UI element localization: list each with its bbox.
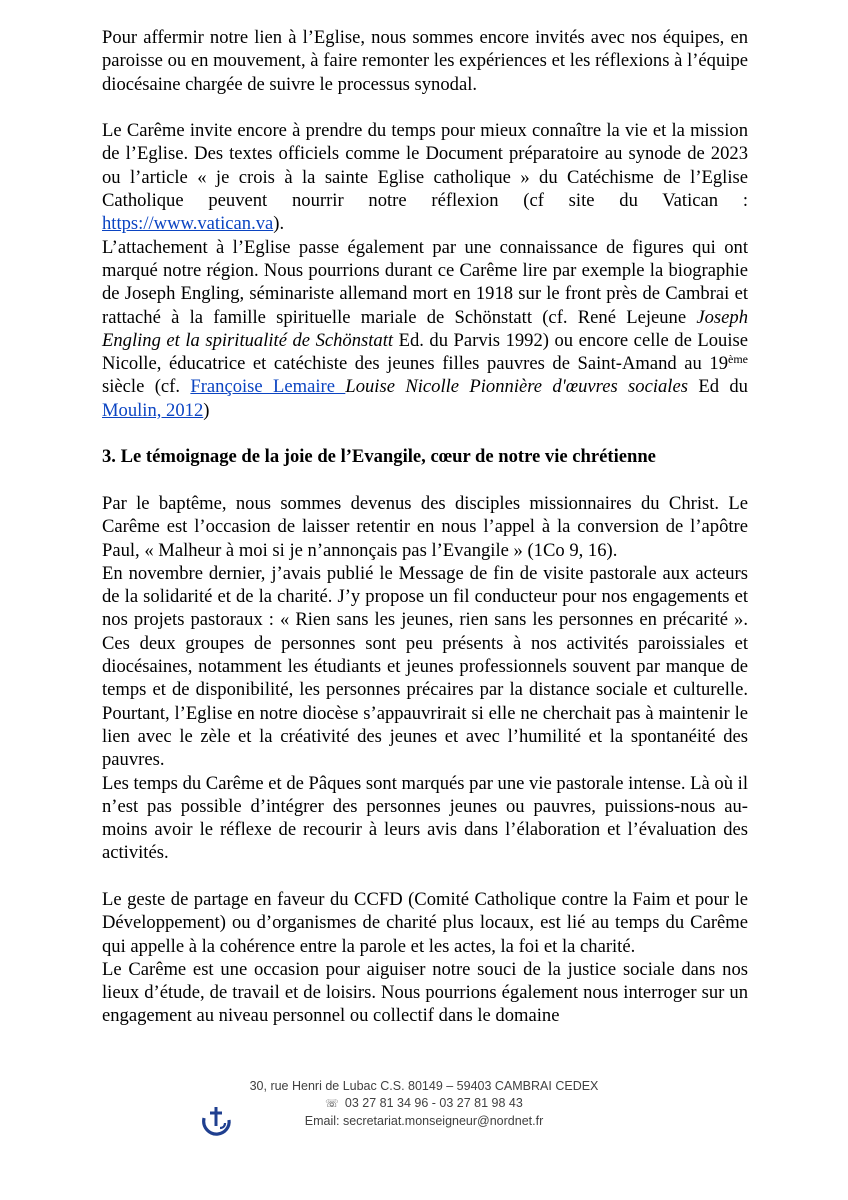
paragraph-text: Ed. du Parvis 1992) ou encore celle de Louise Nicolle, éducatrice et catéchiste des jeunes filles pauvres de Saint-Amand au 19 — [102, 329, 748, 375]
paragraph-end: ) — [203, 399, 210, 421]
vatican-link[interactable]: https://www.vatican.va — [102, 213, 274, 235]
footer-address: 30, rue Henri de Lubac C.S. 80149 – 59403 CAMBRAI CEDEX — [249, 1079, 599, 1093]
paragraph-text: siècle (cf. — [102, 376, 191, 398]
telephone-icon: ☏ — [325, 1098, 339, 1110]
paragraph-ccfd: Le geste de partage en faveur du CCFD (Comité Catholique contre la Faim et pour le Développement) ou d’organismes de charité plus locaux, est lié au temps du Carême qui appelle à la cohérence entre la parole et les actes, la foi et la charité. — [102, 888, 748, 957]
paragraph-text: Ed du — [687, 376, 748, 398]
footer-email: Email: secretariat.monseigneur@nordnet.fr — [304, 1114, 544, 1128]
paragraph-temps-paques: Les temps du Carême et de Pâques sont marqués par une vie pastorale intense. Là où il n’est pas possible d’intégrer des personnes jeunes ou pauvres, puissions-nous au-moins avoir le réflexe de recourir à leurs avis dans l’élaboration et l’évaluation des activités. — [102, 772, 748, 864]
book-title: Joseph Engling et la spiritualité de Schönstatt — [102, 306, 748, 351]
publisher-link[interactable]: Moulin, 2012 — [102, 399, 204, 421]
paragraph-text: Le Carême invite encore à prendre du temps pour mieux connaître la vie et la mission de l’Eglise. Des textes officiels comme le Document préparatoire au synode de 2023 ou l’article « je crois à la sainte Eglise catholique » du Catéchisme de l’Eglise Catholique peuvent nourrir notre réflexion (cf site du Vatican : — [102, 120, 748, 212]
paragraph-synodal: Pour affermir notre lien à l’Eglise, nous sommes encore invités avec nos équipes, en paroisse ou en mouvement, à faire remonter les expériences et les réflexions à l’équipe diocésaine chargée de suivre le processus synodal. — [102, 27, 748, 95]
paragraph-justice-sociale: Le Carême est une occasion pour aiguiser notre souci de la justice sociale dans nos lieux d’étude, de travail et de loisirs. Nous pourrions également nous interroger sur un engagement au niveau personnel ou collectif dans le domaine — [102, 958, 748, 1027]
paragraph-figures-region — [102, 236, 748, 422]
paragraph-careme-mission — [102, 119, 748, 235]
author-link[interactable]: Françoise Lemaire — [190, 376, 346, 398]
book-title: Louise Nicolle Pionnière d'œuvres sociales — [345, 376, 688, 398]
page-footer — [0, 1078, 848, 1130]
superscript: ème — [728, 352, 748, 367]
diocese-logo-icon — [200, 1104, 232, 1138]
paragraph-end: ). — [273, 213, 285, 235]
paragraph-bapteme: Par le baptême, nous sommes devenus des disciples missionnaires du Christ. Le Carême est l’occasion de laisser retentir en nous l’appel à la conversion de l’apôtre Paul, « Malheur à moi si je n’annonçais pas l’Evangile » (1Co 9, 16). — [102, 492, 748, 561]
paragraph-message-visite: En novembre dernier, j’avais publié le Message de fin de visite pastorale aux acteurs de la solidarité et de la charité. J’y propose un fil conducteur pour nos engagements et nos projets pastoraux : « Rien sans les jeunes, rien sans les personnes en précarité ». Ces deux groupes de personnes sont peu présents à nos activités paroissiales et diocésaines, notamment les étudiants et jeunes professionnels souvent par manque de temps et de disponibilité, les personnes précaires par la distance sociale et culturelle. Pourtant, l’Eglise en notre diocèse s’appauvrirait si elle ne cherchait pas à maintenir le lien avec le zèle et la créativité des jeunes et avec l’humilité et la spontanéité des pauvres. — [102, 562, 748, 771]
section-heading: 3. Le témoignage de la joie de l’Evangile, cœur de notre vie chrétienne — [102, 446, 656, 468]
document-page — [102, 26, 748, 1028]
footer-phone-line — [0, 1095, 848, 1113]
footer-phones: 03 27 81 34 96 - 03 27 81 98 43 — [344, 1096, 523, 1110]
paragraph-text: L’attachement à l’Eglise passe également par une connaissance de figures qui ont marqué notre région. Nous pourrions durant ce Carême lire par exemple la biographie de Joseph Engling, séminariste allemand mort en 1918 sur le front près de Cambrai et rattaché à la famille spirituelle mariale de Schönstatt (cf. René Lejeune — [102, 236, 748, 328]
